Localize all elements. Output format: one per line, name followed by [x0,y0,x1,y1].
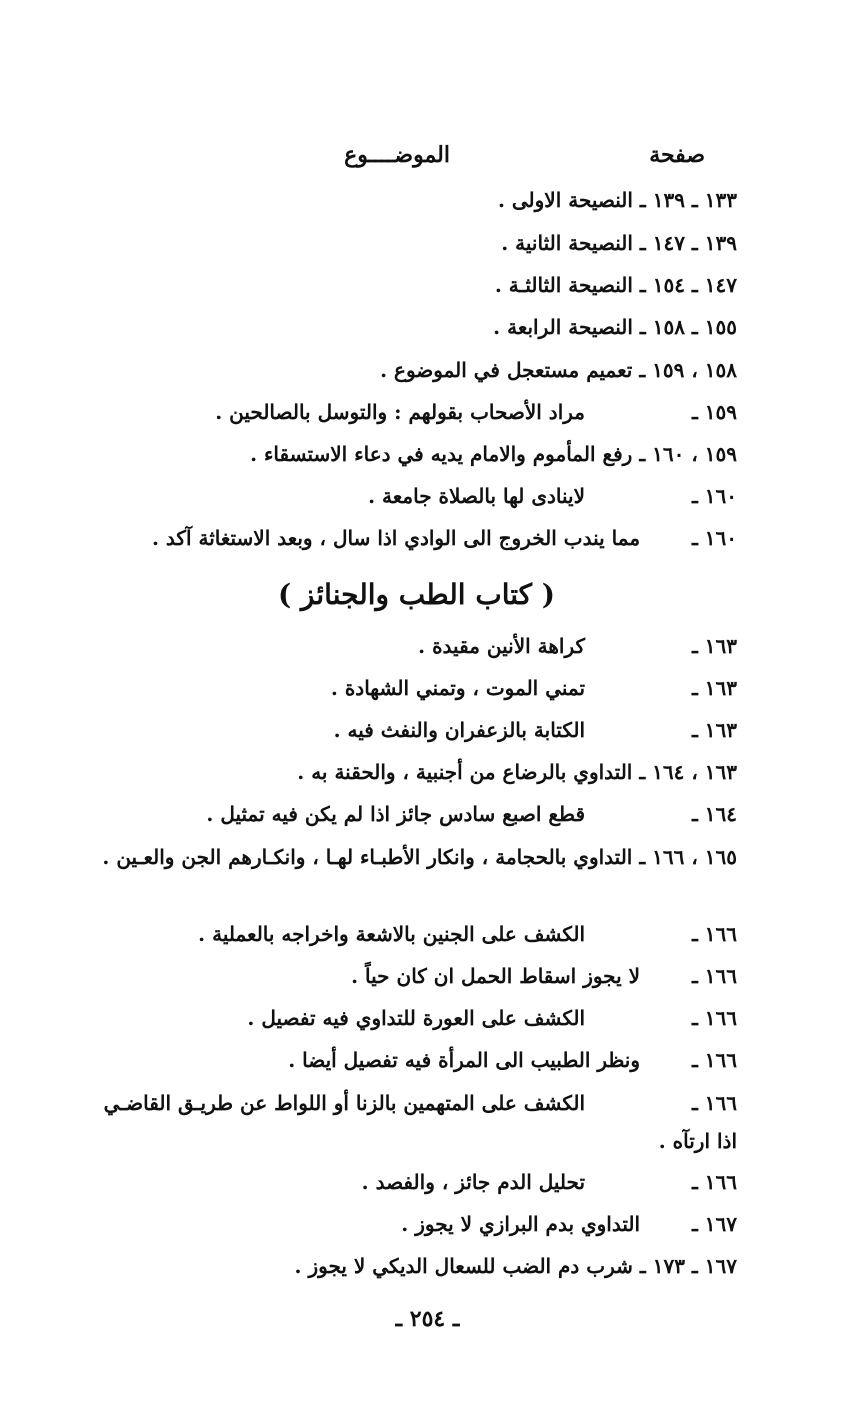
entry-page-number: ١٦٣ ـ [691,676,737,700]
entry-topic: رفع المأموم والامام يديه في دعاء الاستسقاء . [250,442,633,466]
entry-page-number: ١٤٧ ـ ١٥٤ ـ [639,273,737,297]
index-entry [77,524,737,552]
index-entry [77,1168,737,1196]
entry-topic: النصيحة الاولى . [497,188,633,212]
entry-page-number: ١٥٩ ـ [691,400,737,424]
entry-topic: مراد الأصحاب بقولهم : والتوسل بالصالحين . [215,400,586,424]
page-number: ـ ٢٥٤ ـ [395,1306,460,1332]
entry-topic: الكتابة بالزعفران والنفث فيه . [333,718,586,742]
entry-page-number: ١٥٨ ، ١٥٩ ـ [639,358,737,382]
entry-topic: قطع اصبع سادس جائز اذا لم يكن فيه تمثيل . [206,802,586,826]
section-title: ( كتاب الطب والجنائز ) [277,578,555,611]
entry-topic: الكشف على العورة للتداوي فيه تفصيل . [247,1006,586,1030]
entry-topic: تحليل الدم جائز ، والفصد . [361,1170,586,1194]
entry-topic: تعميم مستعجل في الموضوع . [380,358,633,382]
index-entry [77,716,737,744]
index-entry [77,674,737,702]
index-entry [77,920,737,948]
index-entry [97,1084,737,1160]
entry-page-number: ١٦٦ ـ [691,922,737,946]
entry-topic: الكشف على الجنين بالاشعة واخراجه بالعملية . [198,922,586,946]
entry-topic: كراهة الأنين مقيدة . [418,634,586,658]
index-entry [77,186,737,214]
entry-page-number: ١٣٣ ـ ١٣٩ ـ [639,188,737,212]
entry-page-number: ١٦٣ ـ [691,718,737,742]
entry-page-number: ١٥٩ ، ١٦٠ ـ [639,442,737,466]
entry-topic: لاينادى لها بالصلاة جامعة . [368,484,586,508]
entry-topic: التداوي بدم البرازي لا يجوز . [401,1212,641,1236]
entry-page-number: ١٦٦ ـ [691,1170,737,1194]
entry-page-number: ١٦٦ ـ [691,1091,737,1115]
index-entry [77,1210,737,1238]
index-entry [77,482,737,510]
topic-column-header: الموضــــوع [344,142,450,168]
page-column-header: صفحة [649,142,705,168]
index-entry [77,758,737,786]
entry-page-number: ١٦٧ ـ [691,1212,737,1236]
index-entry [77,229,737,257]
entry-topic: الكشف على المتهمين بالزنا أو اللواط عن طريـق القاضـي اذا ارتآه . [103,1091,737,1153]
entry-topic: مما يندب الخروج الى الوادي اذا سال ، وبعد الاستغاثة آكد . [152,526,641,550]
entry-page-number: ١٥٥ ـ ١٥٨ ـ [639,315,737,339]
entry-page-number: ١٦٦ ـ [691,1048,737,1072]
index-entry [77,800,737,828]
index-entry [77,962,737,990]
entry-topic: تمني الموت ، وتمني الشهادة . [330,676,586,700]
entry-page-number: ١٦٣ ـ [691,634,737,658]
entry-topic: التداوي بالحجامة ، وانكار الأطبـاء لهـا ، وانكـارهم الجن والعـين . [102,845,633,869]
index-entry [77,1046,737,1074]
entry-topic: النصيحة الثالثـة . [494,273,633,297]
index-entry [77,1004,737,1032]
index-entry [77,313,737,341]
entry-topic: النصيحة الثانية . [501,231,633,255]
index-entry [77,440,737,468]
entry-page-number: ١٦٦ ـ [691,1006,737,1030]
entry-page-number: ١٦٧ ـ ١٧٣ ـ [639,1254,737,1278]
entry-page-number: ١٦٠ ـ [691,526,737,550]
entry-page-number: ١٦٤ ـ [691,802,737,826]
index-entry [77,1252,737,1280]
index-entry [77,271,737,299]
entry-page-number: ١٦٥ ، ١٦٦ ـ [639,845,737,869]
entry-topic: ونظر الطبيب الى المرأة فيه تفصيل أيضا . [288,1048,641,1072]
entry-topic: النصيحة الرابعة . [493,315,633,339]
index-entry [97,838,737,876]
entry-page-number: ١٦٣ ، ١٦٤ ـ [639,760,737,784]
entry-topic: لا يجوز اسقاط الحمل ان كان حياً . [351,964,641,988]
entry-topic: التداوي بالرضاع من أجنبية ، والحقنة به . [297,760,633,784]
index-entry [77,632,737,660]
entry-page-number: ١٦٦ ـ [691,964,737,988]
entry-page-number: ١٣٩ ـ ١٤٧ ـ [639,231,737,255]
entry-page-number: ١٦٠ ـ [691,484,737,508]
index-entry [77,398,737,426]
entry-topic: شرب دم الضب للسعال الديكي لا يجوز . [294,1254,633,1278]
index-entry [77,356,737,384]
